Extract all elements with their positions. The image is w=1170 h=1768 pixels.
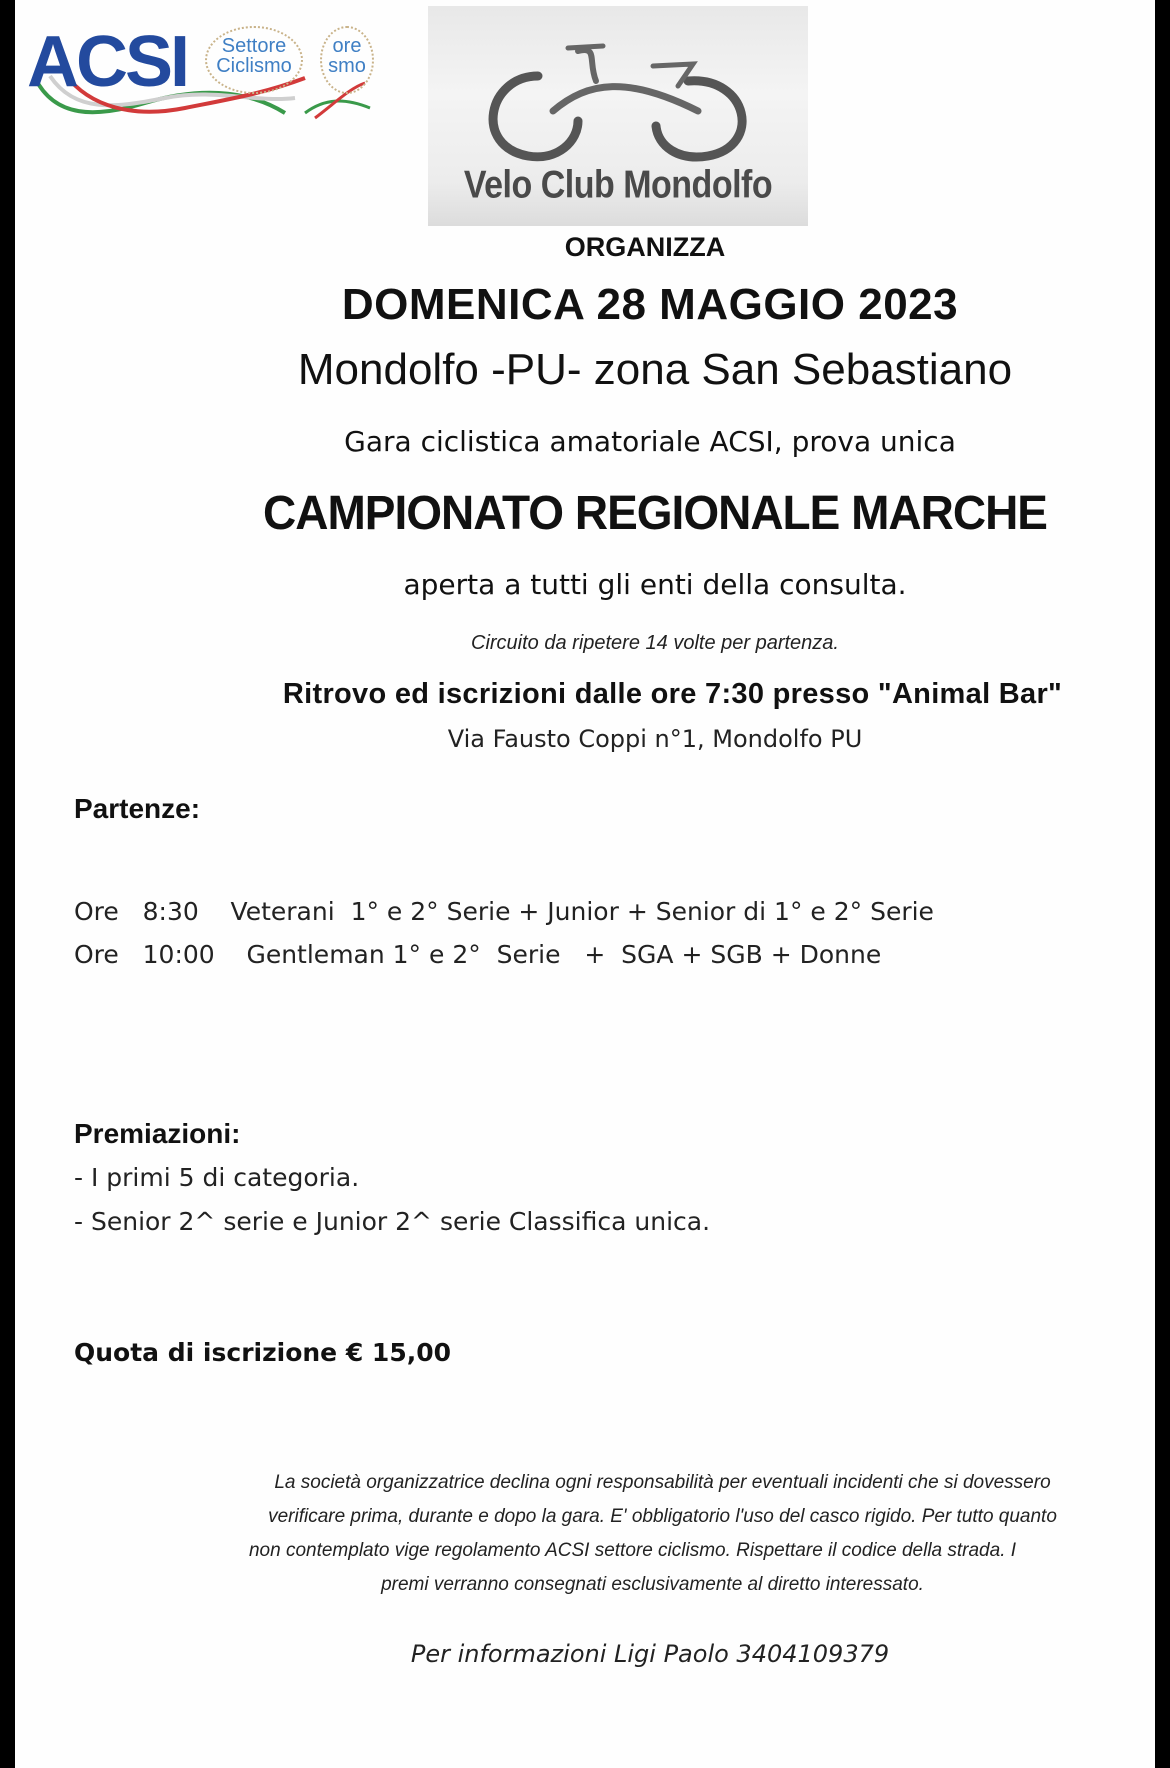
prize-item: - Senior 2^ serie e Junior 2^ serie Classifica unica. (74, 1207, 711, 1236)
event-date: DOMENICA 28 MAGGIO 2023 (341, 280, 959, 329)
settore-ciclismo-badge (205, 26, 303, 94)
right-frame-edge (1155, 0, 1170, 1768)
badge-clip-line-1: ore (332, 35, 362, 57)
disclaimer-line: verificare prima, durante e dopo la gara. E' obbligatorio l'uso del casco rigido. Per tutto quanto (268, 1506, 1057, 1527)
start-row: Ore 8:30 Veterani 1° e 2° Serie + Junior + Senior di 1° e 2° Serie (74, 897, 934, 926)
open-to-text: aperta a tutti gli enti della consulta. (403, 568, 907, 601)
disclaimer-line: non contemplato vige regolamento ACSI settore ciclismo. Rispettare il codice della strada. I (248, 1540, 1017, 1561)
acsi-wordmark: ACSI (27, 22, 188, 102)
disclaimer (165, 1466, 1140, 1602)
disclaimer-line: premi verranno consegnati esclusivamente al diretto interessato. (381, 1574, 924, 1595)
entry-fee: Quota di iscrizione € 15,00 (74, 1338, 452, 1367)
organizza-label: ORGANIZZA (564, 232, 726, 262)
start-row: Ore 10:00 Gentleman 1° e 2° Serie + SGA + SGB + Donne (74, 940, 882, 969)
championship-title: CAMPIONATO REGIONALE MARCHE (263, 484, 1047, 540)
settore-ciclismo-badge-clipped (320, 26, 374, 94)
left-frame-edge (0, 0, 15, 1768)
velo-club-logo (428, 6, 808, 226)
acsi-logo (15, 18, 385, 118)
circuit-note: Circuito da ripetere 14 volte per partenza. (471, 632, 839, 654)
meeting-address: Via Fausto Coppi n°1, Mondolfo PU (447, 725, 863, 753)
disclaimer-line: La società organizzatrice declina ogni responsabilità per eventuali incidenti che si dovessero (274, 1472, 1051, 1493)
badge-line-1: Settore (221, 35, 287, 57)
premiazioni-heading: Premiazioni: (74, 1118, 241, 1149)
partenze-heading: Partenze: (74, 793, 201, 824)
bicycle-icon (428, 6, 808, 166)
contact-info: Per informazioni Ligi Paolo 3404109379 (410, 1640, 890, 1668)
badge-clip-line-2: smo (328, 55, 366, 77)
badge-line-2: Ciclismo (216, 55, 292, 77)
velo-club-name: Velo Club Mondolfo (463, 163, 773, 207)
prize-item: - I primi 5 di categoria. (74, 1163, 360, 1192)
event-location: Mondolfo -PU- zona San Sebastiano (297, 345, 1013, 394)
meeting-info: Ritrovo ed iscrizioni dalle ore 7:30 presso "Animal Bar" (282, 678, 1063, 710)
race-type: Gara ciclistica amatoriale ACSI, prova unica (344, 425, 956, 458)
flyer-page (15, 0, 1155, 1768)
